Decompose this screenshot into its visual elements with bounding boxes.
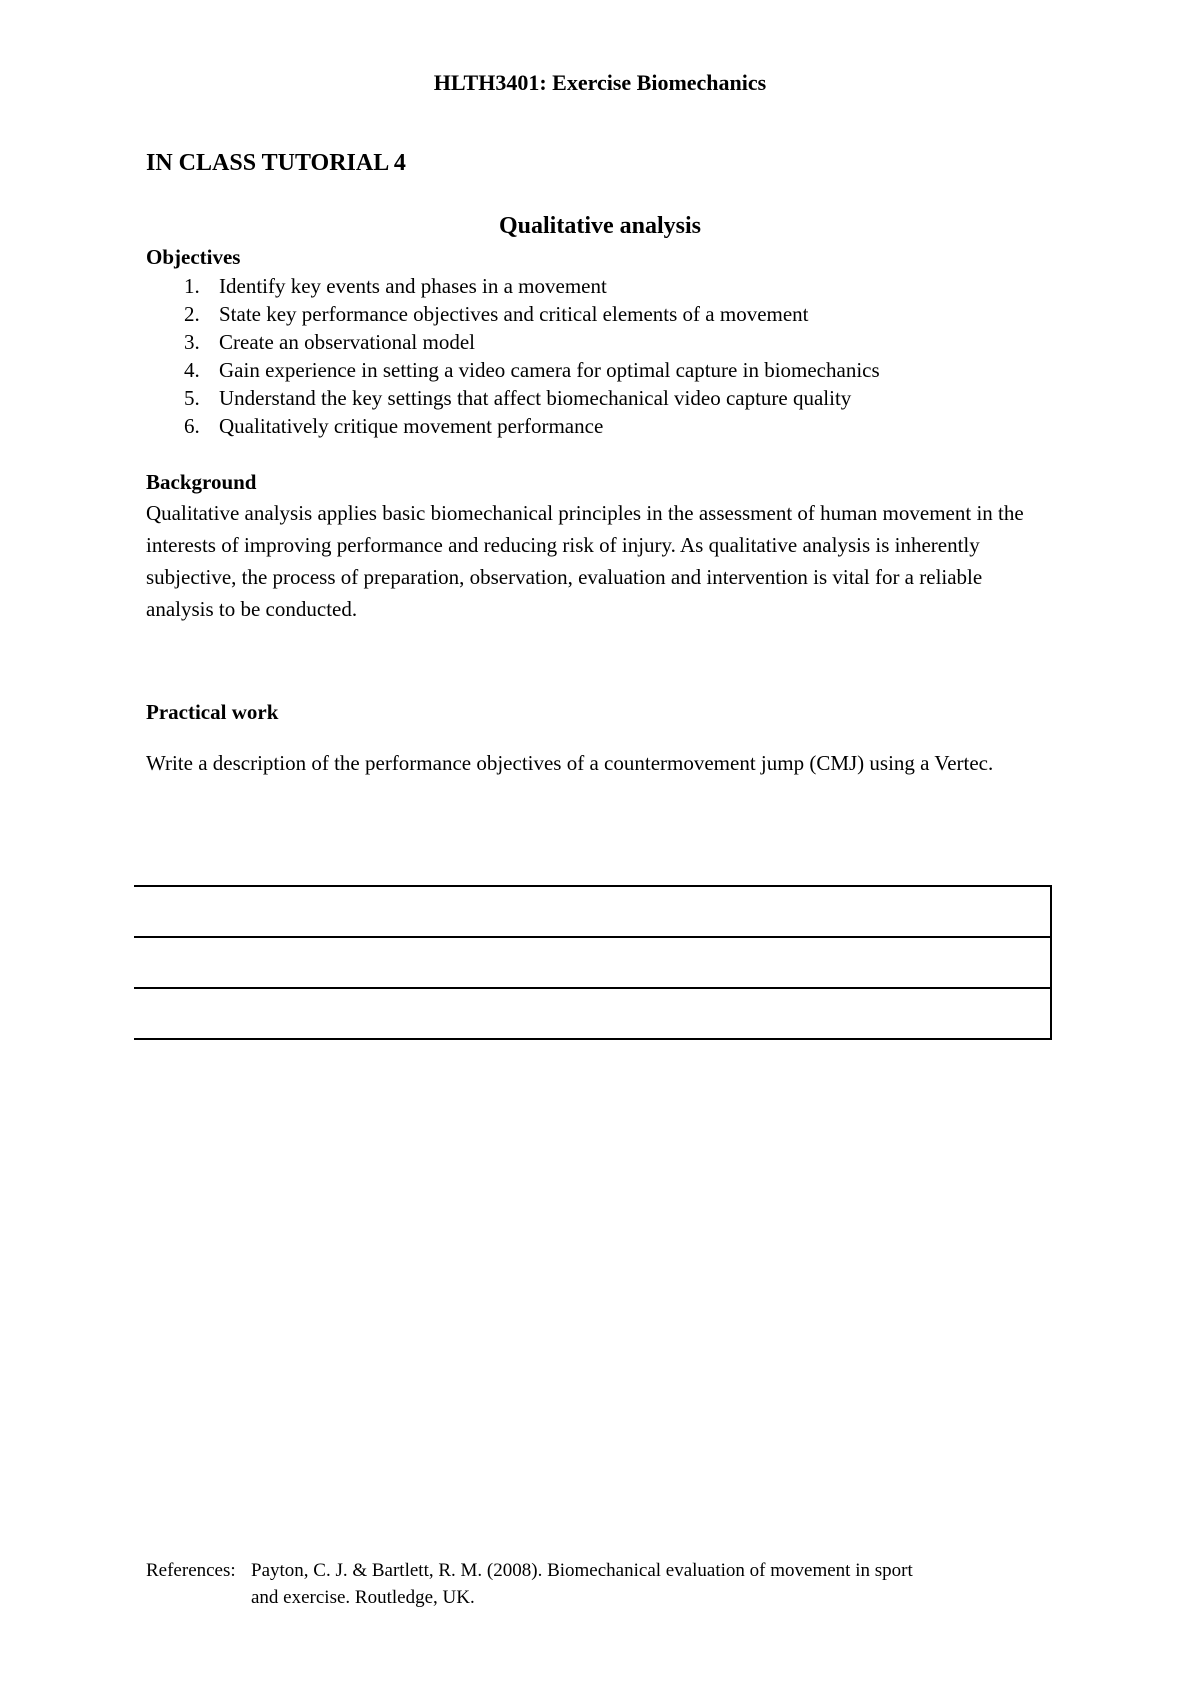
reference-line-1 — [146, 1557, 913, 1584]
reference-text-1: Payton, C. J. & Bartlett, R. M. (2008). Biomechanical evaluation of movement in sport — [251, 1560, 913, 1581]
answer-table — [134, 885, 1052, 1040]
answer-cell[interactable] — [134, 886, 1051, 937]
answer-row[interactable] — [134, 988, 1051, 1039]
practical-work-heading: Practical work — [146, 700, 279, 724]
objective-number: 3. — [184, 330, 200, 354]
answer-row[interactable] — [134, 886, 1051, 937]
objective-text: Gain experience in setting a video camera for optimal capture in biomechanics — [219, 358, 880, 382]
tutorial-subtitle: Qualitative analysis — [498, 213, 702, 239]
objective-text: Understand the key settings that affect biomechanical video capture quality — [219, 386, 852, 410]
course-header: HLTH3401: Exercise Biomechanics — [433, 70, 767, 95]
objectives-heading: Objectives — [146, 245, 241, 269]
objective-number: 6. — [184, 414, 200, 438]
objective-number: 5. — [184, 386, 200, 410]
objective-number: 2. — [184, 302, 200, 326]
objective-item — [146, 384, 880, 412]
objective-item — [146, 356, 880, 384]
references — [146, 1557, 913, 1611]
answer-cell[interactable] — [134, 937, 1051, 988]
objective-item — [146, 328, 880, 356]
practical-work-instruction: Write a description of the performance objectives of a countermovement jump (CMJ) using a Vertec. — [146, 751, 994, 775]
tutorial-title: IN CLASS TUTORIAL 4 — [146, 150, 406, 176]
objective-item — [146, 300, 880, 328]
references-label: References: — [146, 1560, 236, 1581]
objective-number: 1. — [184, 274, 200, 298]
answer-cell[interactable] — [134, 988, 1051, 1039]
objective-text: State key performance objectives and critical elements of a movement — [219, 302, 809, 326]
reference-text-2: and exercise. Routledge, UK. — [251, 1587, 475, 1608]
objective-text: Qualitatively critique movement performance — [219, 414, 604, 438]
objective-text: Identify key events and phases in a movement — [219, 274, 607, 298]
answer-row[interactable] — [134, 937, 1051, 988]
objective-text: Create an observational model — [219, 330, 475, 354]
objective-item — [146, 412, 880, 440]
objective-item — [146, 272, 880, 300]
objective-number: 4. — [184, 358, 200, 382]
background-paragraph: Qualitative analysis applies basic biomechanical principles in the assessment of human movement in the interests of improving performance and reducing risk of injury. As qualitative analysis is inherently subjective, the process of preparation, observation, evaluation and intervention is vital for a reliable analysis to be conducted. — [146, 501, 1024, 621]
background-heading: Background — [146, 470, 257, 494]
objectives-list — [146, 272, 880, 440]
